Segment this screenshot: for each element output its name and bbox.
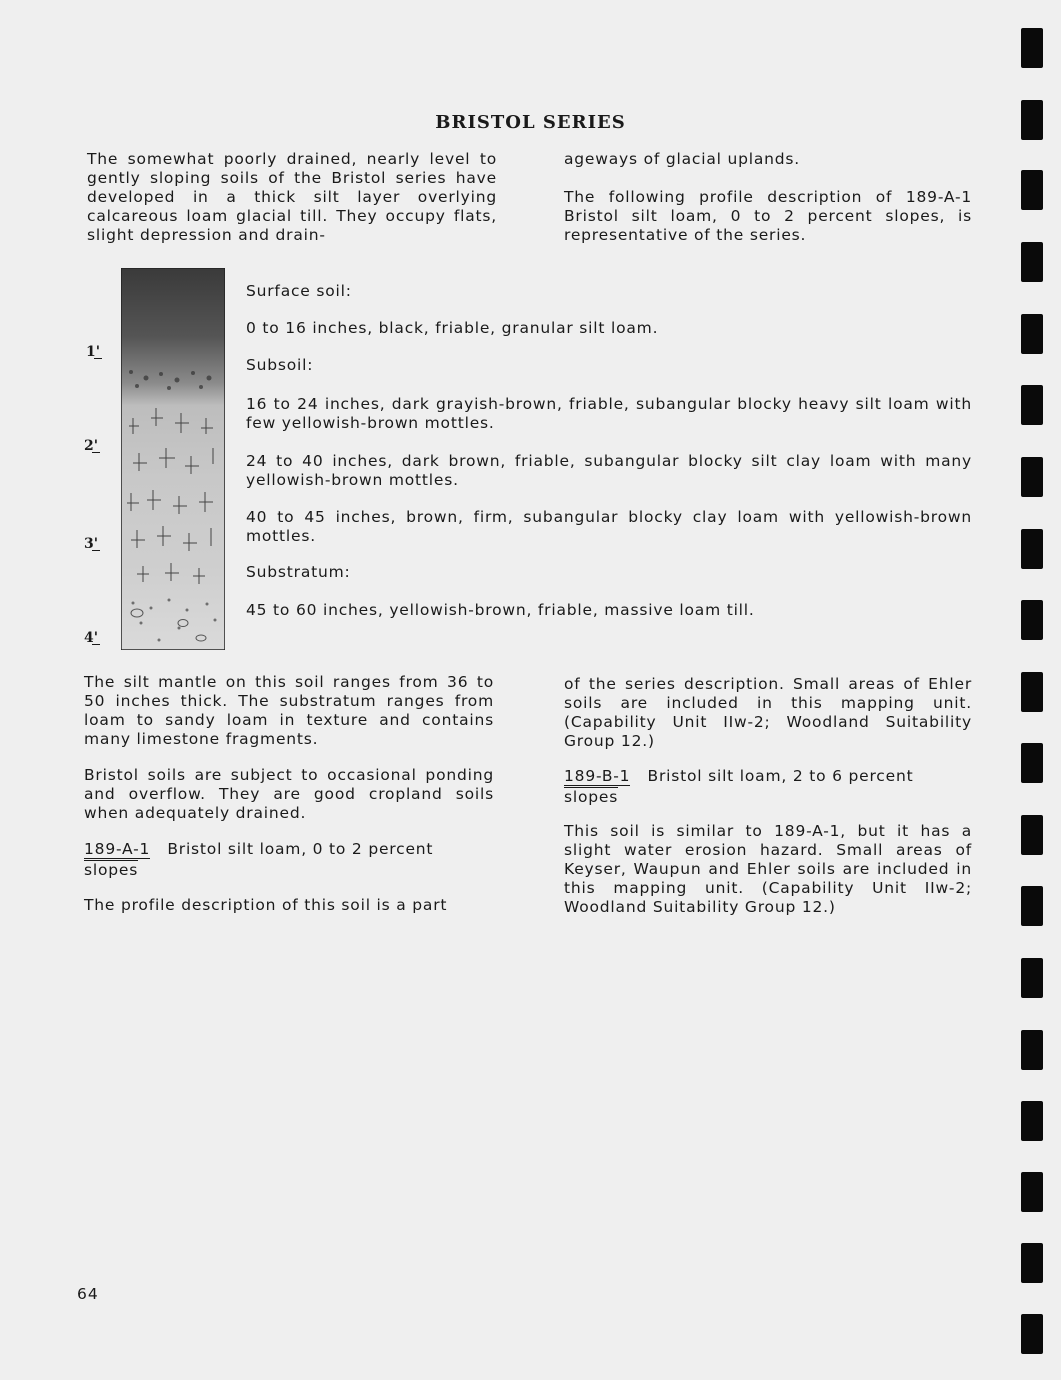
binding-hole bbox=[1021, 1314, 1043, 1354]
binding-hole bbox=[1021, 242, 1043, 282]
subsoil-horizon-3: 40 to 45 inches, brown, firm, subangular blocky clay loam with yellowish-brown mottles. bbox=[246, 508, 972, 545]
intro-right-paragraph-1: ageways of glacial uplands. bbox=[564, 150, 801, 168]
depth-label-4ft: 4' bbox=[84, 630, 99, 646]
binding-hole bbox=[1021, 457, 1043, 497]
right-paragraph-erosion: This soil is similar to 189-A-1, but it has a slight water erosion hazard. Small areas of Keyser, Waupun and Ehler soils are included in this mapping unit. (Capability Unit IIw-2; Woodland Suitability Group 12.) bbox=[564, 822, 972, 916]
subsoil-heading: Subsoil: bbox=[246, 356, 314, 374]
surface-horizon-1: 0 to 16 inches, black, friable, granular silt loam. bbox=[246, 319, 659, 337]
binding-hole bbox=[1021, 385, 1043, 425]
page-number: 64 bbox=[77, 1285, 99, 1303]
binding-hole bbox=[1021, 100, 1043, 140]
intro-left-paragraph: The somewhat poorly drained, nearly level to gently sloping soils of the Bristol series have developed in a thick silt layer overlying calcareous loam glacial till. They occupy flats, slight depression and drain- bbox=[87, 150, 497, 244]
unit-heading-189-A-1 bbox=[84, 840, 496, 880]
binding-hole bbox=[1021, 743, 1043, 783]
binding-hole bbox=[1021, 1101, 1043, 1141]
surface-soil-heading: Surface soil: bbox=[246, 282, 352, 300]
unit-code-189-A-1: 189-A-1 bbox=[84, 840, 151, 858]
intro-right-paragraph-2: The following profile description of 189-A-1 Bristol silt loam, 0 to 2 percent slopes, is representative of the series. bbox=[564, 188, 972, 244]
unit-heading-189-B-1 bbox=[564, 767, 976, 807]
binding-hole bbox=[1021, 314, 1043, 354]
binding-hole bbox=[1021, 815, 1043, 855]
unit-slopes-189-B-1: slopes bbox=[564, 788, 619, 806]
substratum-horizon-1: 45 to 60 inches, yellowish-brown, friable, massive loam till. bbox=[246, 601, 755, 619]
binding-hole bbox=[1021, 1172, 1043, 1212]
binding-hole bbox=[1021, 1243, 1043, 1283]
unit-name-189-A-1: Bristol silt loam, 0 to 2 percent bbox=[167, 840, 434, 858]
binding-hole bbox=[1021, 170, 1043, 210]
depth-label-2ft: 2' bbox=[84, 438, 99, 454]
substratum-heading: Substratum: bbox=[246, 563, 351, 581]
binding-hole bbox=[1021, 1030, 1043, 1070]
binding-hole bbox=[1021, 672, 1043, 712]
soil-profile-illustration bbox=[121, 268, 225, 650]
binding-hole bbox=[1021, 958, 1043, 998]
depth-label-3ft: 3' bbox=[84, 536, 99, 552]
binding-hole bbox=[1021, 28, 1043, 68]
subsoil-horizon-2: 24 to 40 inches, dark brown, friable, subangular blocky silt clay loam with many yellowish-brown mottles. bbox=[246, 452, 972, 489]
unit-slopes-189-A-1: slopes bbox=[84, 861, 139, 879]
page-title: BRISTOL SERIES bbox=[435, 112, 626, 133]
binding-hole bbox=[1021, 886, 1043, 926]
binding-hole bbox=[1021, 529, 1043, 569]
binding-hole bbox=[1021, 600, 1043, 640]
unit-code-189-B-1: 189-B-1 bbox=[564, 767, 631, 785]
right-paragraph-series-description: of the series description. Small areas of Ehler soils are included in this mapping unit. (Capability Unit IIw-2; Woodland Suitability Group 12.) bbox=[564, 675, 972, 750]
left-paragraph-profile-part: The profile description of this soil is a part bbox=[84, 896, 448, 914]
depth-label-1ft: 1' bbox=[86, 344, 101, 360]
unit-name-189-B-1: Bristol silt loam, 2 to 6 percent bbox=[647, 767, 914, 785]
subsoil-horizon-1: 16 to 24 inches, dark grayish-brown, friable, subangular blocky heavy silt loam with few yellowish-brown mottles. bbox=[246, 395, 972, 432]
soil-profile-drawing bbox=[121, 268, 225, 650]
left-paragraph-silt-mantle: The silt mantle on this soil ranges from 36 to 50 inches thick. The substratum ranges from loam to sandy loam in texture and contains many limestone fragments. bbox=[84, 673, 494, 748]
left-paragraph-ponding: Bristol soils are subject to occasional ponding and overflow. They are good cropland soils when adequately drained. bbox=[84, 766, 494, 822]
